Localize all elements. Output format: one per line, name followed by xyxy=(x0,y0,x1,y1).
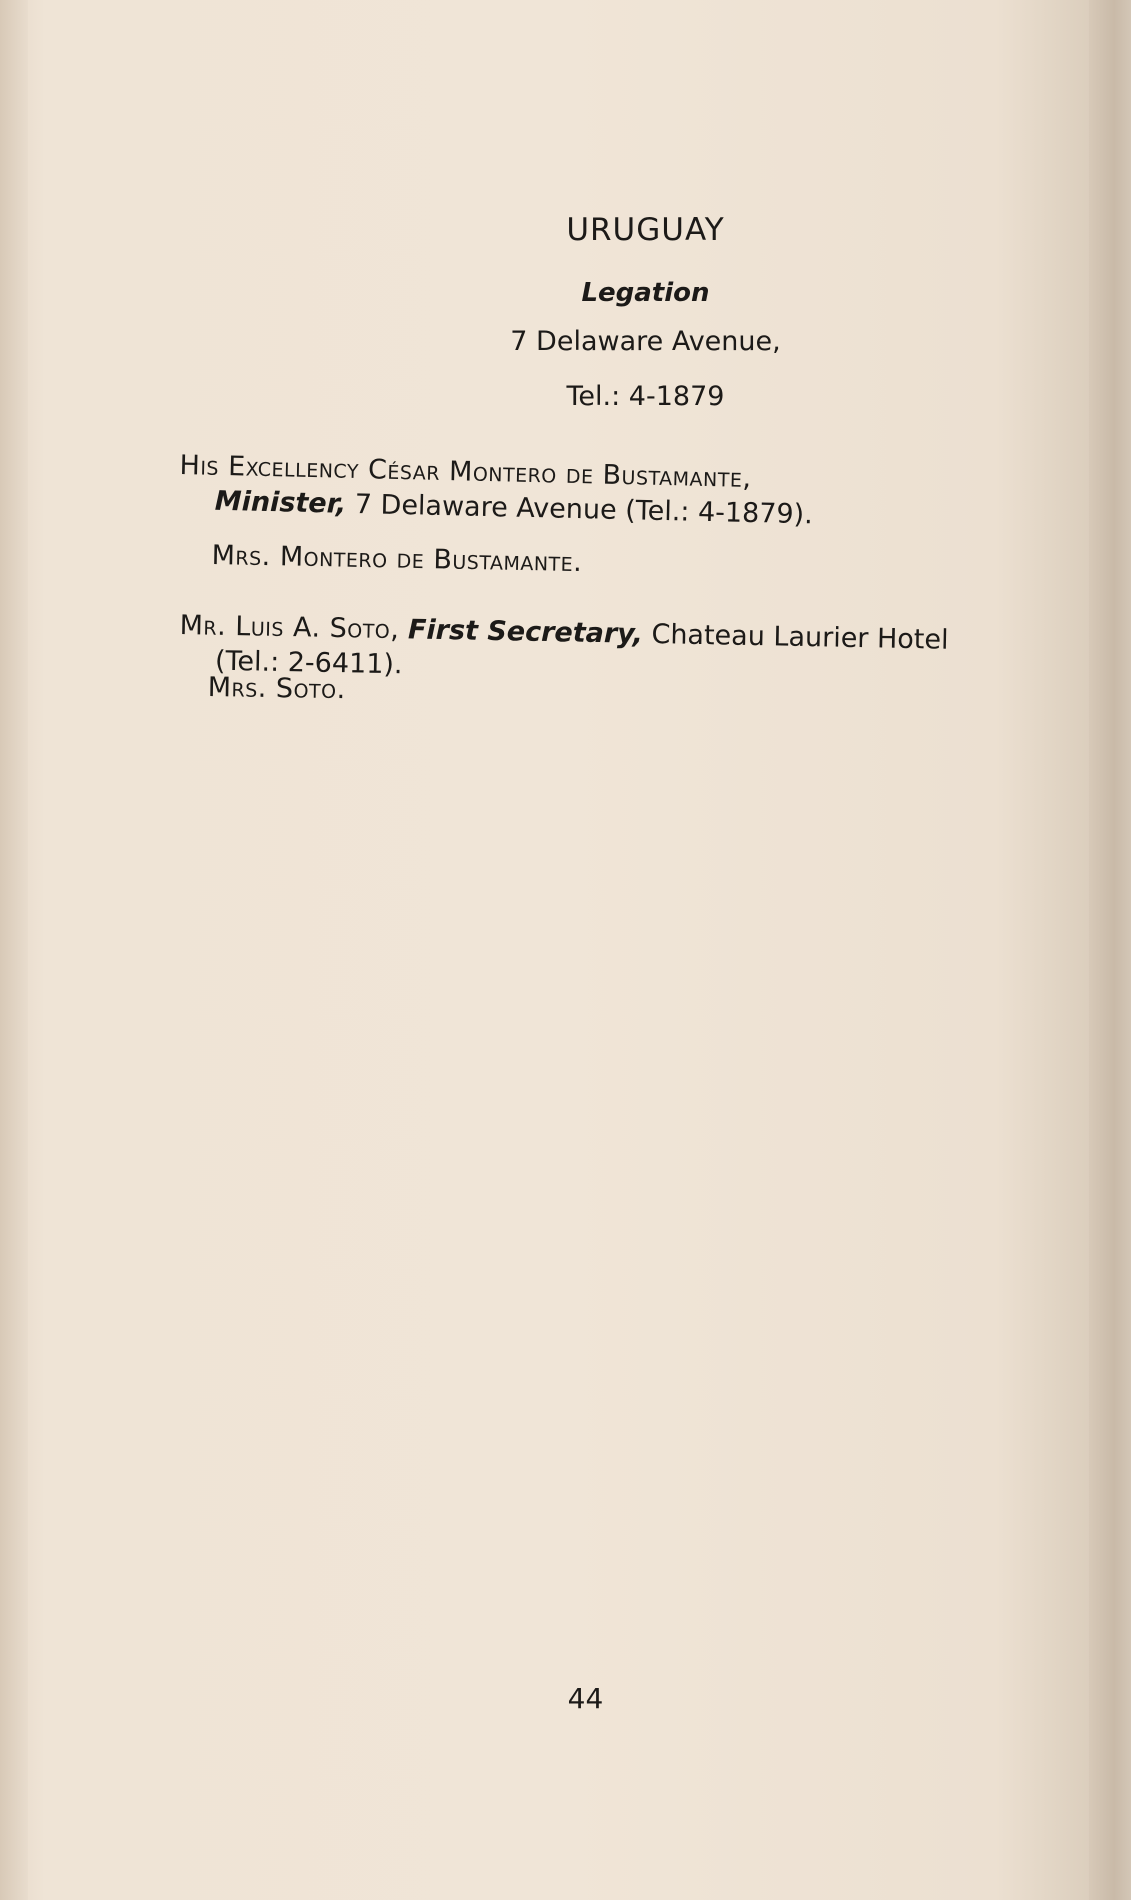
entry-name: His Excellency César Montero de Bustamante, xyxy=(179,449,752,494)
office-phone: Tel.: 4-1879 xyxy=(566,381,725,412)
entry-details: 7 Delaware Avenue (Tel.: 4-1879). xyxy=(354,488,814,531)
entry-spouse: Mrs. Montero de Bustamante. xyxy=(211,539,583,579)
page-number: 44 xyxy=(567,1682,604,1715)
office-subheading: Legation xyxy=(581,278,710,308)
entry-title: First Secretary, xyxy=(407,614,644,650)
entry-details-continued: (Tel.: 2-6411). xyxy=(214,645,403,681)
entry-name: Mr. Luis A. Soto, xyxy=(179,609,400,646)
country-heading: URUGUAY xyxy=(566,212,725,248)
page-left-edge xyxy=(0,0,28,1900)
office-address: 7 Delaware Avenue, xyxy=(510,326,781,357)
entry-spouse: Mrs. Soto. xyxy=(207,671,346,706)
entry-title: Minister, xyxy=(214,485,347,520)
entry-details: Chateau Laurier Hotel xyxy=(651,619,949,656)
